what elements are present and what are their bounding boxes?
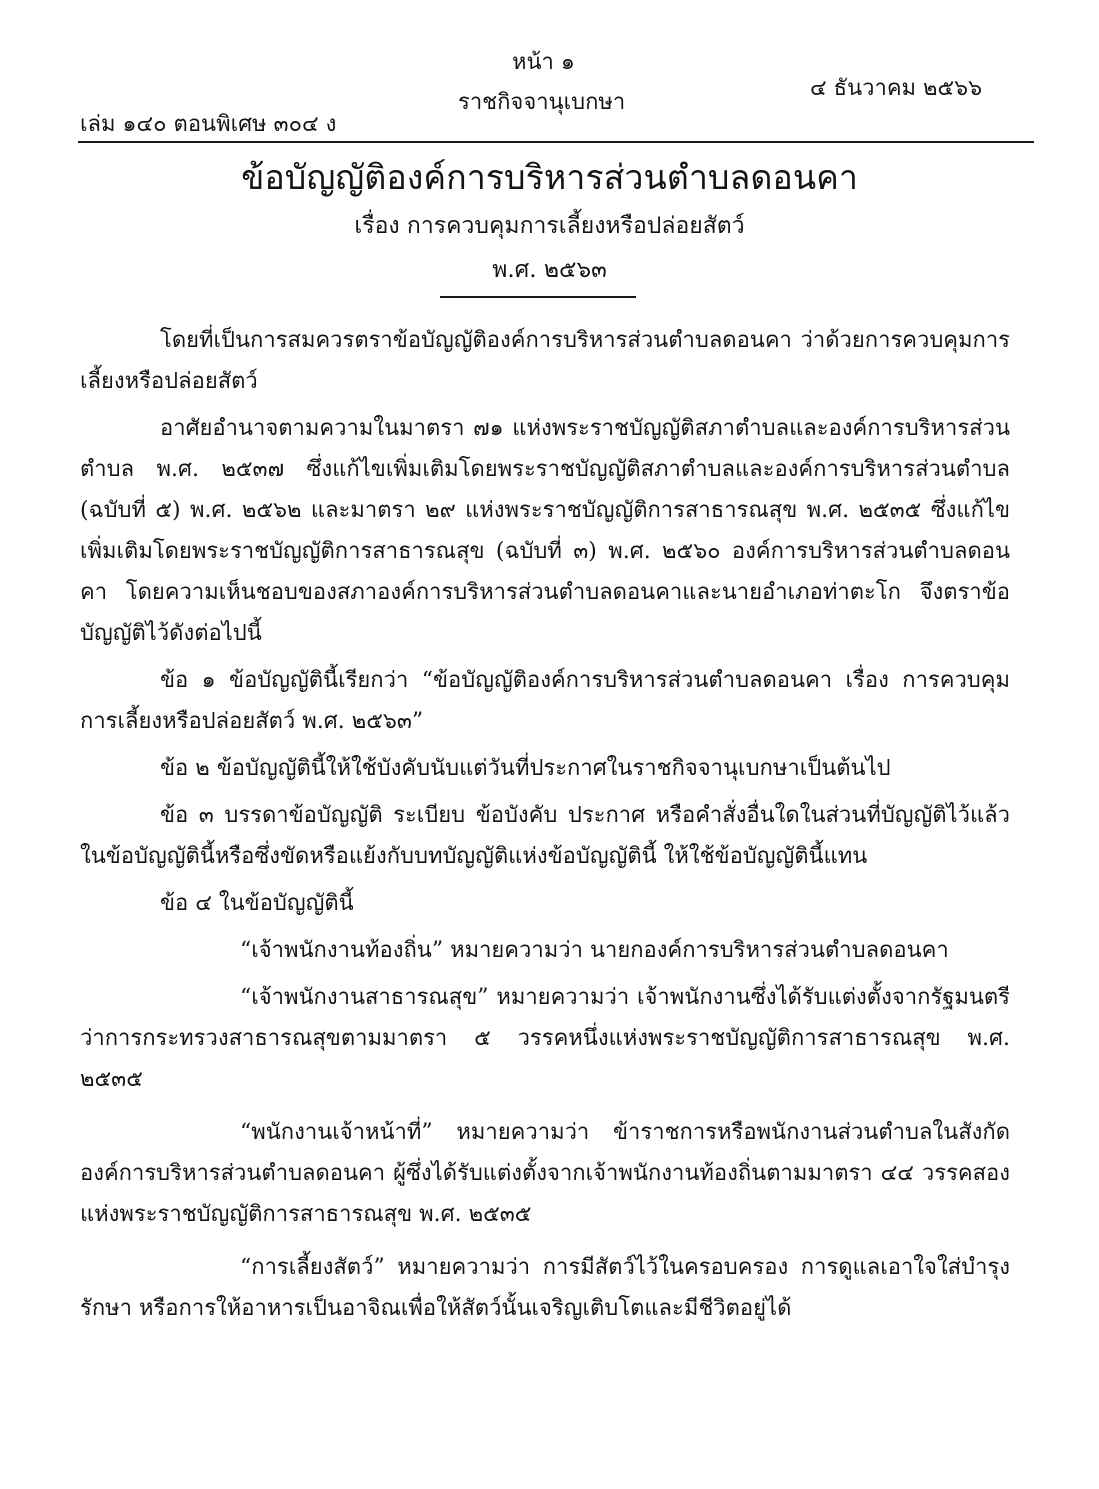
definition-competent-official: “พนักงานเจ้าหน้าที่” หมายความว่า ข้าราชการหรือพนักงานส่วนตำบลในสังกัดองค์การบริหารส่วนตำบลดอนคา ผู้ซึ่งได้รับแต่งตั้งจากเจ้าพนักงานท้องถิ่นตามมาตรา ๔๔ วรรคสอง แห่งพระราชบัญญัติการสาธารณสุข พ.ศ. ๒๕๓๕ xyxy=(80,1120,1010,1227)
authority-paragraph: อาศัยอำนาจตามความในมาตรา ๗๑ แห่งพระราชบัญญัติสภาตำบลและองค์การบริหารส่วนตำบล พ.ศ. ๒๕๓๗ ซึ่งแก้ไขเพิ่มเติมโดยพระราชบัญญัติสภาตำบลและองค์การบริหารส่วนตำบล (ฉบับที่ ๕) พ.ศ. ๒๕๖๒ และมาตรา ๒๙ แห่งพระราชบัญญัติการสาธารณสุข พ.ศ. ๒๕๓๕ ซึ่งแก้ไขเพิ่มเติมโดยพระราชบัญญัติการสาธารณสุข (ฉบับที่ ๓) พ.ศ. ๒๕๖๐ องค์การบริหารส่วนตำบลดอนคา โดยความเห็นชอบของสภาองค์การบริหารส่วนตำบลดอนคาและนายอำเภอท่าตะโก จึงตราข้อบัญญัติไว้ดังต่อไปนี้ xyxy=(80,416,1010,646)
clause-4: ข้อ ๔ ในข้อบัญญัตินี้ xyxy=(160,891,354,916)
definition-animal-raising: “การเลี้ยงสัตว์” หมายความว่า การมีสัตว์ไว้ในครอบครอง การดูแลเอาใจใส่บำรุงรักษา หรือการให้อาหารเป็นอาจิณเพื่อให้สัตว์นั้นเจริญเติบโตและมีชีวิตอยู่ได้ xyxy=(80,1255,1010,1321)
preamble-paragraph: โดยที่เป็นการสมควรตราข้อบัญญัติองค์การบริหารส่วนตำบลดอนคา ว่าด้วยการควบคุมการเลี้ยงหรือปล่อยสัตว์ xyxy=(80,328,1010,394)
title-divider xyxy=(440,296,636,298)
document-body xyxy=(80,320,1010,1335)
publish-date: ๔ ธันวาคม ๒๕๖๖ xyxy=(810,76,983,101)
clause-2: ข้อ ๒ ข้อบัญญัตินี้ให้ใช้บังคับนับแต่วันที่ประกาศในราชกิจจานุเบกษาเป็นต้นไป xyxy=(160,756,891,781)
document-title: ข้อบัญญัติองค์การบริหารส่วนตำบลดอนคา xyxy=(241,158,858,198)
definition-local-officer: “เจ้าพนักงานท้องถิ่น” หมายความว่า นายกองค์การบริหารส่วนตำบลดอนคา xyxy=(240,938,949,963)
clause-1: ข้อ ๑ ข้อบัญญัตินี้เรียกว่า “ข้อบัญญัติองค์การบริหารส่วนตำบลดอนคา เรื่อง การควบคุมการเลี้ยงหรือปล่อยสัตว์ พ.ศ. ๒๕๖๓” xyxy=(80,668,1010,734)
definition-health-officer: “เจ้าพนักงานสาธารณสุข” หมายความว่า เจ้าพนักงานซึ่งได้รับแต่งตั้งจากรัฐมนตรีว่าการกระทรวงสาธารณสุขตามมาตรา ๕ วรรคหนึ่งแห่งพระราชบัญญัติการสาธารณสุข พ.ศ. ๒๕๓๕ xyxy=(80,985,1010,1092)
document-year: พ.ศ. ๒๕๖๓ xyxy=(492,257,607,283)
header-divider xyxy=(78,141,1034,143)
page-number: หน้า ๑ xyxy=(512,50,575,75)
document-subject: เรื่อง การควบคุมการเลี้ยงหรือปล่อยสัตว์ xyxy=(354,213,745,239)
volume-issue: เล่ม ๑๔๐ ตอนพิเศษ ๓๐๔ ง xyxy=(80,112,337,137)
clause-3: ข้อ ๓ บรรดาข้อบัญญัติ ระเบียบ ข้อบังคับ ประกาศ หรือคำสั่งอื่นใดในส่วนที่บัญญัติไว้แล้วในข้อบัญญัตินี้หรือซึ่งขัดหรือแย้งกับบทบัญญัติแห่งข้อบัญญัตินี้ ให้ใช้ข้อบัญญัตินี้แทน xyxy=(80,803,1010,869)
gazette-name: ราชกิจจานุเบกษา xyxy=(458,90,626,115)
